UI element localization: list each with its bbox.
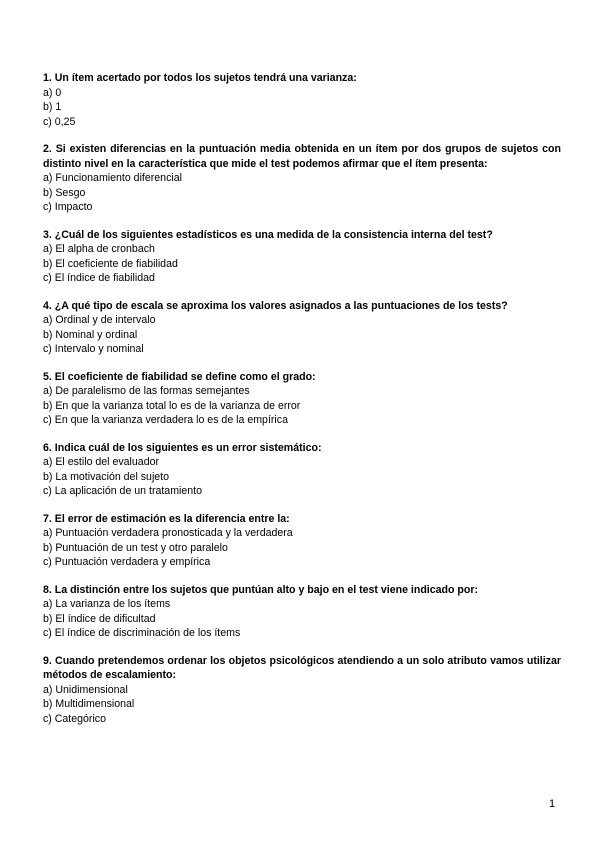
option-c: c) El índice de discriminación de los ítems <box>43 627 241 639</box>
option-b: b) 1 <box>43 101 62 113</box>
option-c: c) Intervalo y nominal <box>43 343 144 355</box>
question-9 <box>43 654 561 727</box>
option-c: c) 0,25 <box>43 115 76 128</box>
option-b: b) En que la varianza total lo es de la varianza de error <box>43 399 301 412</box>
option-b: b) Puntuación de un test y otro paralelo <box>43 541 228 554</box>
option-b: b) Multidimensional <box>43 698 135 710</box>
option-b: b) Nominal y ordinal <box>43 328 138 341</box>
question-text: 9. Cuando pretendemos ordenar los objetos psicológicos atendiendo a un solo atributo vamos utilizar métodos de escalamiento: <box>43 654 561 681</box>
option-a: a) Ordinal y de intervalo <box>43 314 156 326</box>
page-number: 1 <box>549 798 556 810</box>
option-b: b) El índice de dificultad <box>43 612 156 625</box>
question-text: 3. ¿Cuál de los siguientes estadísticos es una medida de la consistencia interna del test? <box>43 228 493 241</box>
option-a: a) El estilo del evaluador <box>43 456 160 468</box>
option-a: a) 0 <box>43 86 62 99</box>
question-text: 6. Indica cuál de los siguientes es un error sistemático: <box>43 441 322 454</box>
option-a: a) Unidimensional <box>43 683 128 696</box>
question-5 <box>43 370 561 428</box>
option-c: c) El índice de fiabilidad <box>43 272 155 284</box>
option-a: a) La varianza de los ítems <box>43 598 171 610</box>
option-c: c) Impacto <box>43 201 93 213</box>
option-a: a) Funcionamiento diferencial <box>43 172 182 184</box>
question-text: 8. La distinción entre los sujetos que puntúan alto y bajo en el test viene indicado por: <box>43 583 479 596</box>
question-3 <box>43 228 561 286</box>
question-8 <box>43 583 561 641</box>
question-list <box>43 71 561 739</box>
option-b: b) La motivación del sujeto <box>43 470 170 483</box>
question-2 <box>43 142 561 215</box>
option-c: c) Categórico <box>43 712 106 725</box>
option-a: a) Puntuación verdadera pronosticada y la verdadera <box>43 527 293 539</box>
option-b: b) El coeficiente de fiabilidad <box>43 257 178 270</box>
question-6 <box>43 441 561 499</box>
option-c: c) En que la varianza verdadera lo es de la empírica <box>43 414 288 426</box>
option-b: b) Sesgo <box>43 186 86 199</box>
question-text: 5. El coeficiente de fiabilidad se define como el grado: <box>43 370 316 383</box>
option-a: a) De paralelismo de las formas semejantes <box>43 385 250 397</box>
option-a: a) El alpha de cronbach <box>43 243 155 255</box>
question-text: 2. Si existen diferencias en la puntuación media obtenida en un ítem por dos grupos de sujetos con distinto nivel en la característica que mide el test podemos afirmar que el ítem presenta: <box>43 143 561 170</box>
question-text: 1. Un ítem acertado por todos los sujetos tendrá una varianza: <box>43 72 357 84</box>
option-c: c) La aplicación de un tratamiento <box>43 485 202 497</box>
question-1 <box>43 71 561 129</box>
question-text: 4. ¿A qué tipo de escala se aproxima los valores asignados a las puntuaciones de los tests? <box>43 299 508 312</box>
question-4 <box>43 299 561 357</box>
question-text: 7. El error de estimación es la diferencia entre la: <box>43 512 290 525</box>
question-7 <box>43 512 561 570</box>
option-c: c) Puntuación verdadera y empírica <box>43 556 211 568</box>
